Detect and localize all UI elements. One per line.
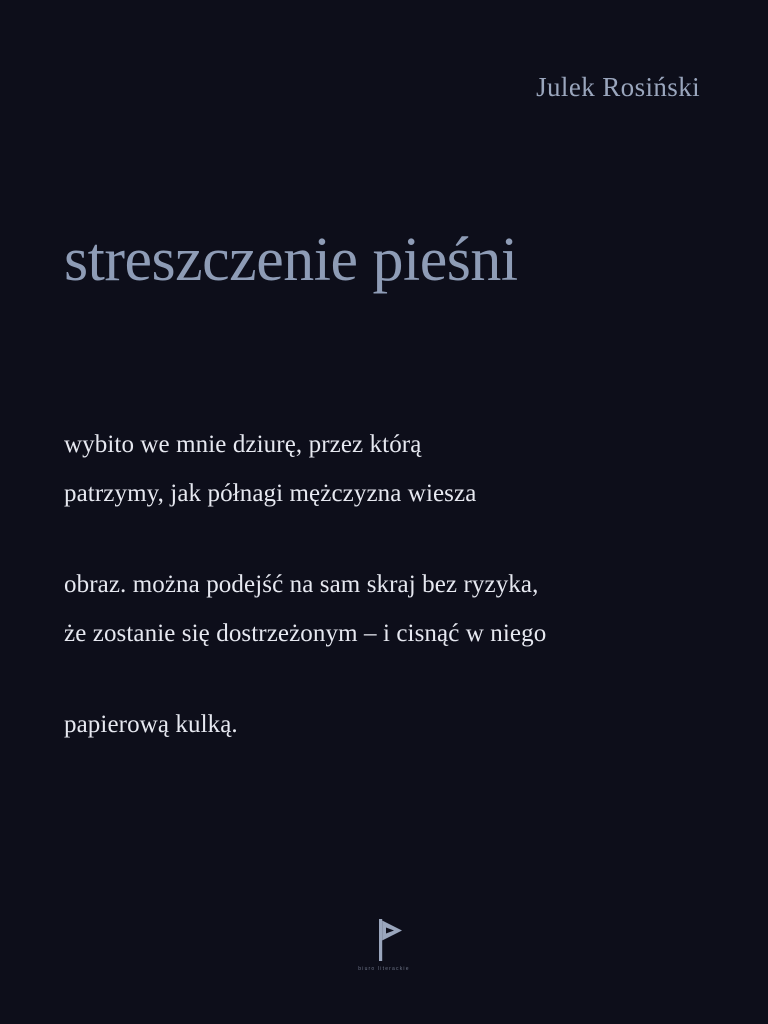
poem-stanza xyxy=(64,560,720,658)
poem-line: papierową kulką. xyxy=(64,711,238,738)
poem-stanza xyxy=(64,700,720,749)
poem-line: obraz. można podejść na sam skraj bez ryzyka, xyxy=(64,571,539,598)
publisher-block xyxy=(0,919,768,972)
poem-line: patrzymy, jak półnagi mężczyzna wiesza xyxy=(64,480,477,507)
book-title: streszczenie pieśni xyxy=(64,226,518,294)
poem-stanza xyxy=(64,420,720,518)
publisher-name: biuro literackie xyxy=(358,966,410,972)
poem-body xyxy=(64,420,720,749)
poem-line: że zostanie się dostrzeżonym – i cisnąć w niego xyxy=(64,620,547,647)
poem-line: wybito we mnie dziurę, przez którą xyxy=(64,431,422,458)
author-name: Julek Rosiński xyxy=(536,72,700,102)
flag-triangle-logo-icon xyxy=(362,919,406,961)
